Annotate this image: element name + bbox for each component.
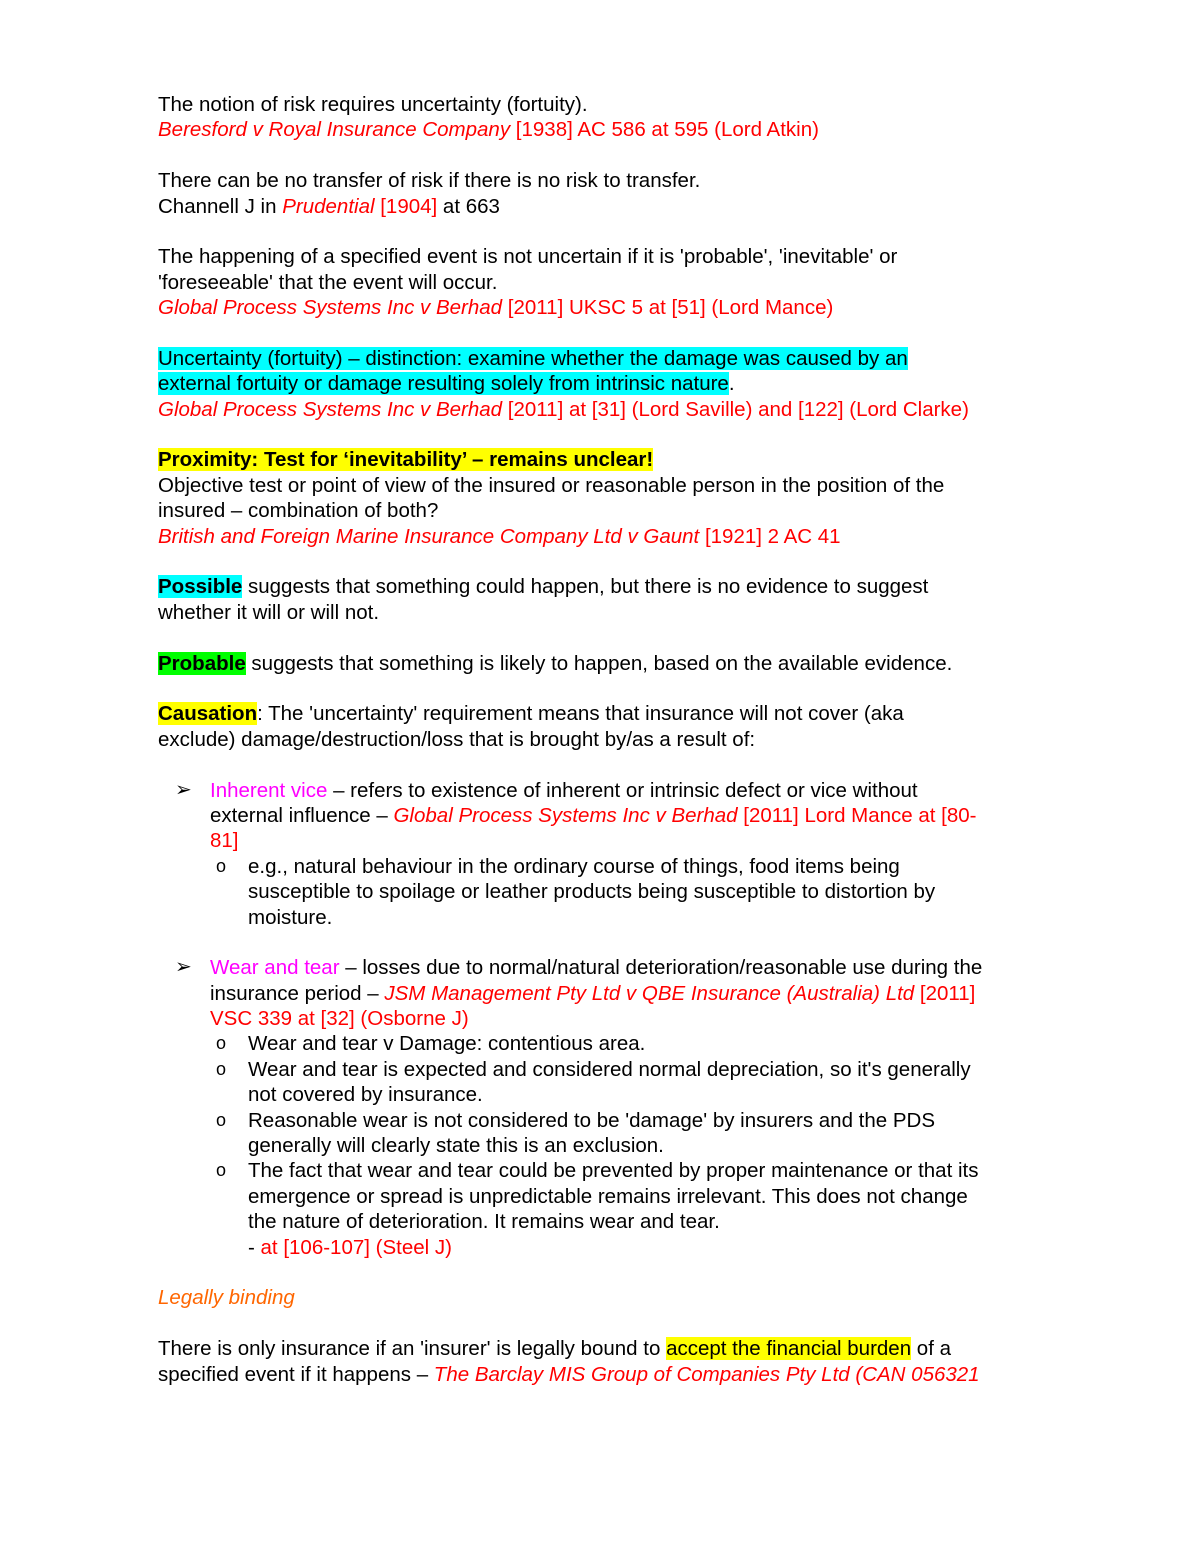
case-name: Global Process Systems Inc v Berhad [158,397,503,421]
definition-text: – losses due to normal/natural deterioration/reasonable use during the [339,956,983,980]
spacer [158,930,1058,955]
paragraph-line: Objective test or point of view of the insured or reasonable person in the position of the [158,473,945,497]
document-page [158,92,1058,1387]
paragraph-line: insured – combination of both? [158,499,439,523]
paragraph-line: whether it will or will not. [158,600,380,624]
spacer [158,1311,1058,1336]
paragraph-line: exclude) damage/destruction/loss that is brought by/as a result of: [158,727,756,751]
case-citation: [1904] [374,194,438,218]
case-citation: [2011] UKSC 5 at [51] (Lord Mance) [502,296,834,320]
citation-line [158,194,1058,219]
paragraph-line: The notion of risk requires uncertainty (fortuity). [158,93,588,116]
case-citation: at [106-107] (Steel J) [260,1235,452,1259]
case-name: The Barclay MIS Group of Companies Pty Ltd (CAN 056321 [433,1362,980,1386]
sub-list-item-line: moisture. [248,905,333,929]
section-heading: Legally binding [158,1286,295,1310]
case-citation: [2011] at [31] (Lord Saville) and [122] (Lord Clarke) [502,397,969,421]
arrow-bullet-icon: ➢ [175,778,192,801]
paragraph-line [158,701,1058,726]
sub-item-text: Wear and tear v Damage: contentious area. [248,1032,646,1056]
case-name: JSM Management Pty Ltd v QBE Insurance (Australia) Ltd [384,981,915,1005]
paragraph-text: of a [911,1337,951,1361]
list-item-line [158,981,1058,1006]
definition-text: suggests that something is likely to happen, based on the available evidence. [245,651,953,675]
circle-bullet-icon: o [216,1058,227,1079]
case-name: British and Foreign Marine Insurance Company Ltd v Gaunt [158,524,700,548]
paragraph-line: The happening of a specified event is not uncertain if it is 'probable', 'inevitable' or [158,245,898,269]
spacer [158,549,1058,574]
case-name: Prudential [282,194,375,218]
pinpoint: at 663 [437,194,500,218]
highlighted-text: Uncertainty (fortuity) – distinction: examine whether the damage was caused by an [158,346,908,370]
paragraph-text: There is only insurance if an 'insurer' is legally bound to [158,1337,667,1361]
sub-item-text: The fact that wear and tear could be prevented by proper maintenance or that its [248,1159,979,1183]
case-citation: [2011] Lord Mance at [80- [737,803,977,827]
list-item-line: 81] [210,829,239,853]
paragraph-line [158,1362,1058,1387]
term-inherent-vice: Inherent vice [210,778,328,802]
dash: - [248,1235,261,1259]
proximity-heading: Proximity: Test for ‘inevitability’ – remains unclear! [158,448,654,472]
citation-line [158,397,1058,422]
case-name: Global Process Systems Inc v Berhad [158,296,503,320]
case-citation: [1921] 2 AC 41 [699,524,841,548]
definition-text: external influence – [210,803,394,827]
citation-line [158,117,1058,142]
sub-list-item-line [158,1235,1058,1260]
term-possible: Possible [158,575,243,599]
sub-list-item-line: emergence or spread is unpredictable remains irrelevant. This does not change [248,1184,968,1208]
definition-text: – refers to existence of inherent or intrinsic defect or vice without [327,778,918,802]
period: . [728,372,735,396]
citation-line [158,295,1058,320]
spacer [158,143,1058,168]
sub-item-text: Wear and tear is expected and considered normal depreciation, so it's generally [248,1057,971,1081]
sub-list-item [158,854,1058,879]
sub-list-item-line: susceptible to spoilage or leather products being susceptible to distortion by [248,880,936,904]
spacer [158,321,1058,346]
paragraph-line: 'foreseeable' that the event will occur. [158,270,498,294]
term-wear-and-tear: Wear and tear [210,956,340,980]
spacer [158,422,1058,447]
spacer [158,219,1058,244]
circle-bullet-icon: o [216,855,227,876]
definition-text: suggests that something could happen, but there is no evidence to suggest [242,575,929,599]
sub-list-item [158,1057,1058,1082]
sub-list-item [158,1158,1058,1183]
paragraph-line: There can be no transfer of risk if there is no risk to transfer. [158,169,701,193]
arrow-bullet-icon: ➢ [175,956,192,979]
circle-bullet-icon: o [216,1109,227,1130]
sub-list-item-line: not covered by insurance. [248,1083,483,1107]
paragraph-line [158,371,1058,396]
term-probable: Probable [158,651,246,675]
sub-list-item-line: generally will clearly state this is an exclusion. [248,1134,664,1158]
sub-item-text: Reasonable wear is not considered to be 'damage' by insurers and the PDS [248,1108,936,1132]
highlighted-text: external fortuity or damage resulting solely from intrinsic nature [158,372,729,396]
spacer [158,752,1058,777]
paragraph-line [158,346,1058,371]
highlighted-text: accept the financial burden [666,1337,912,1361]
paragraph-line [158,574,1058,599]
circle-bullet-icon: o [216,1033,227,1054]
sub-list-item [158,1108,1058,1133]
case-citation: [2011] [914,981,976,1005]
circle-bullet-icon: o [216,1160,227,1181]
judge-prefix: Channell J in [158,194,283,218]
definition-text: : The 'uncertainty' requirement means that insurance will not cover (aka [257,702,904,726]
sub-item-text: e.g., natural behaviour in the ordinary course of things, food items being [248,854,900,878]
paragraph-text: specified event if it happens – [158,1362,434,1386]
citation-line [158,524,1058,549]
list-item-line [158,803,1058,828]
paragraph-line [158,651,1058,676]
spacer [158,1260,1058,1285]
list-item-line: VSC 339 at [32] (Osborne J) [210,1007,469,1031]
list-item [158,778,1058,803]
heading-line [158,447,1058,472]
sub-list-item-line: the nature of deterioration. It remains wear and tear. [248,1210,720,1234]
paragraph-line [158,1336,1058,1361]
case-name: Global Process Systems Inc v Berhad [393,803,738,827]
spacer [158,676,1058,701]
sub-list-item [158,1031,1058,1056]
case-name: Beresford v Royal Insurance Company [158,118,511,142]
list-item [158,955,1058,980]
case-citation: [1938] AC 586 at 595 (Lord Atkin) [510,118,819,142]
definition-text: insurance period – [210,981,385,1005]
term-causation: Causation [158,702,258,726]
spacer [158,625,1058,650]
